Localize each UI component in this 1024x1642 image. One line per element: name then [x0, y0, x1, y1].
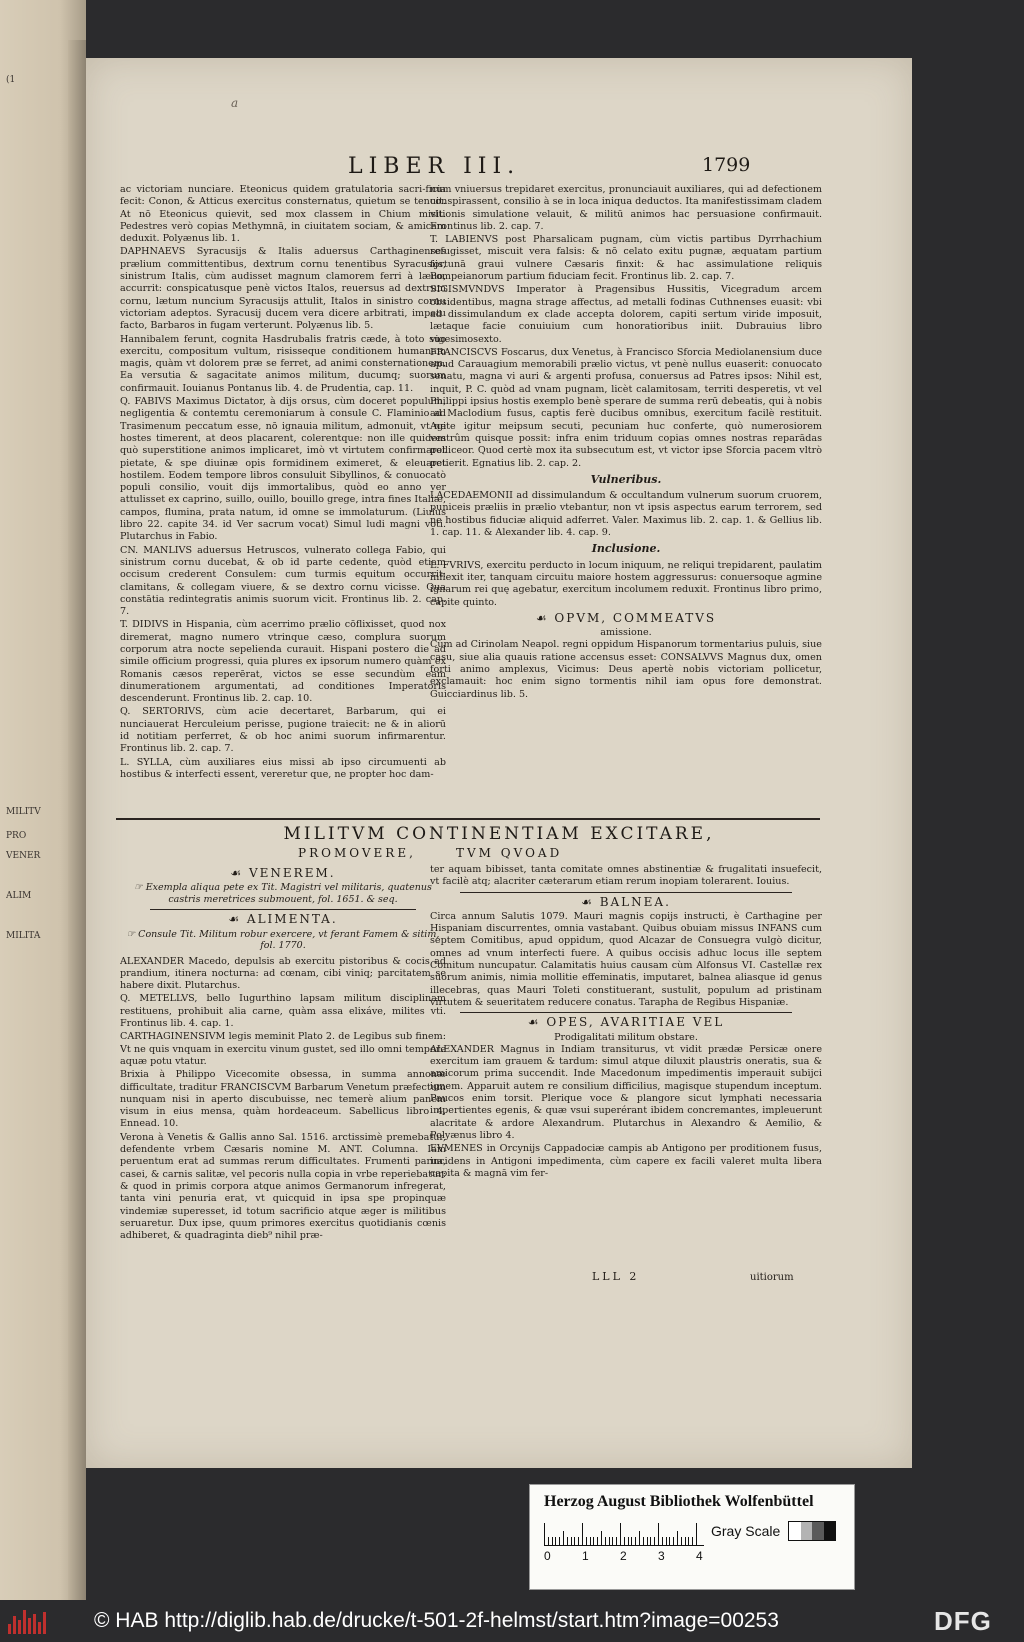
fleuron-icon: ☙ — [228, 912, 247, 927]
signature-mark: LLL 2 — [592, 1270, 640, 1283]
section-sub-right: TVM QVOAD — [456, 846, 563, 860]
ruler-tick — [593, 1537, 594, 1545]
running-head: LIBER III. — [348, 154, 521, 179]
ruler-tick — [624, 1537, 625, 1545]
paragraph: SIGISMVNDVS Imperator à Pragensibus Hussitis, Vicegradum arcem obsidentibus, magna strage affectus, ad metalli fodinas Cuthnenses euasit: vbi ad dissimulandum ex clade accepta dolorem, capiti sertum viride imposuit, lætaque facie conuiuium cum honoratioribus iniit. Dubrauius libro vigesimosexto. — [430, 284, 822, 345]
section-rule — [116, 818, 820, 820]
book-page — [86, 58, 912, 1468]
entry-head-alimenta: ☙ ALIMENTA. — [228, 912, 338, 927]
paragraph: FRANCISCVS Foscarus, dux Venetus, à Francisco Sforcia Mediolanensium duce apud Carauagium memorabili prælio victus, vt penè nullus euaserit: conuocato senatu, magna vi auri & argenti profusa, conuersus ad Patres ipsos: Nihil est, inquit, P. C. quòd ad vnam pugnam, licèt calamitosam, territi desperetis, vt vel Philippi ipsius hostis exemplo benè sperare de summa rerū debeatis, qui à nobis ad Maclodium fusus, captis ferè ducibus omnibus, exercitum facilè restituit. Agite igitur meipsum secuti, pecuniam huc conferte, quò numerosiorem vestrûm quisque possit: infra enim triduum copias omnes nostras reparādas polliceor. Quod certè mox ita subsecutum est, vt victor ipse Sforcia pacem vltrò petierit. Egnatius lib. 2. cap. 2. — [430, 346, 822, 469]
gray-swatch — [801, 1522, 813, 1540]
paragraph: LACEDAEMONII ad dissimulandum & occultandum vulnerum suorum cruorem, puniceis præliis in prælio vtebantur, non vt ipsis aspectus earum terrorem, sed ne hostibus fiduciæ aliquid adferret. Valer. Maximus lib. 2. cap. 1. & Gellius lib. 1. cap. 11. & Alexander lib. 4. cap. 9. — [430, 490, 822, 539]
ruler-tick — [601, 1531, 602, 1545]
paragraph: ALEXANDER Magnus in Indiam transiturus, vt vidit prædæ Persicæ onere exercitum iam grauem & tardum: simul atque diluxit plaustris oneratis, sua & amicorum prima succendit. Inde Macedonum impedimentis imperauit subijci ignem. Apparuit autem re consilium difficilius, magisque stupendum inceptum. Paucos enim torsit. Plerique voce & plangore sicut lymphati necessaria impertientes egenis, & quæ vsui superérant ibidem concremantes, impleuerunt alacritate & ardore Alexandrum. Plutarchus in Alexandro & Aemilio, & Polyænus libro 4. — [430, 1043, 822, 1141]
right-column-lower — [430, 864, 822, 1424]
ruler-tick — [635, 1537, 636, 1545]
ruler-tick — [616, 1537, 617, 1545]
ruler-tick — [654, 1537, 655, 1545]
page-gutter-shadow — [68, 40, 86, 1600]
ruler-tick — [567, 1537, 568, 1545]
logo-bar — [33, 1614, 36, 1634]
fleuron-icon: ☙ — [527, 1015, 547, 1030]
ruler-tick — [544, 1523, 545, 1545]
paragraph: Q. METELLVS, bello Iugurthino lapsam militum disciplinam restituens, prohibuit alia carne, quàm assa elixáve, milites vti. Frontinus lib. 4. cap. 1. — [120, 993, 446, 1030]
ruler-tick — [574, 1537, 575, 1545]
fleuron-icon: ☙ — [581, 894, 600, 909]
paragraph: T. LABIENVS post Pharsalicam pugnam, cùm victis partibus Dyrrhachium refugisset, miscuit vera falsis: & nō celato exitu pugnæ, æquatam partium fortunā graui vulnere Cæsaris finxit: & hac assimulatione reliquis Pompeianorum partium fiduciam fecit. Frontinus lib. 2. cap. 7. — [430, 234, 822, 283]
ruler-tick — [578, 1537, 579, 1545]
subheading-inclusione: Inclusione. — [591, 542, 661, 556]
divider — [460, 1012, 792, 1013]
page-number: 1799 — [702, 154, 751, 176]
ruler-tick — [692, 1537, 693, 1545]
logo-bar — [43, 1612, 46, 1634]
section-sub-left: PROMOVERE, — [298, 846, 416, 860]
ruler-tick — [639, 1531, 640, 1545]
paragraph: CN. MANLIVS aduersus Hetruscos, vulnerato collega Fabio, qui sinistrum cornu ducebat, & ob id parte cedente, quòd etiam occisum crederent Consulem: cum turmis equitum occurrit: clamitans, & collegam viuere, & se dextro cornu vicisse. Qua constātia redintegratis animis suorum vicit. Frontinus lib. 2. cap. 7. — [120, 544, 446, 618]
ruler-tick — [677, 1531, 678, 1545]
logo-bar — [23, 1610, 26, 1634]
divider — [460, 892, 792, 893]
ruler-label: 4 — [696, 1549, 703, 1563]
paragraph: EVMENES in Orcynijs Cappadociæ campis ab Antigono per proditionem fusus, incidens in Antigoni impedimenta, cùm capere ex facili valeret multa libera capita & magnā vim fer- — [430, 1143, 822, 1179]
footer-url[interactable]: © HAB http://diglib.hab.de/drucke/t-501-2f-helmst/start.htm?image=00253 — [94, 1609, 779, 1632]
subheading-vulneribus: Vulneribus. — [590, 472, 662, 486]
gray-swatch — [824, 1522, 836, 1540]
paragraph: L. FVRIVS, exercitu perducto in locum iniquum, ne reliqui trepidarent, paulatim inflexit iter, tanquam circuitu maiore hostem aggressurus: conuersoque agmine ignarum rei quę agebatur, exercitum incolumem reduxit. Frontinus libro primo, capite quinto. — [430, 559, 822, 608]
gray-scale-swatches — [788, 1521, 836, 1541]
measure-ruler — [544, 1523, 704, 1546]
ruler-label: 3 — [658, 1549, 665, 1563]
library-color-card — [529, 1484, 855, 1590]
ruler-tick — [650, 1537, 651, 1545]
ruler-tick — [559, 1537, 560, 1545]
ruler-tick — [643, 1537, 644, 1545]
ruler-tick — [681, 1537, 682, 1545]
paragraph: Q. SERTORIVS, cùm acie decertaret, Barbarum, qui ei nunciauerat Herculeium perisse, pugione traiecit: ne & in aliorū id notitiam perferret, & ob hoc animi suorum infirmarentur. Frontinus lib. 2. cap. 7. — [120, 706, 446, 755]
viewer-footer — [0, 1600, 1024, 1642]
logo-bar — [18, 1620, 21, 1634]
gray-swatch — [789, 1522, 801, 1540]
fleuron-icon: ☙ — [535, 610, 555, 625]
ruler-tick — [590, 1537, 591, 1545]
pointing-hand-icon: ☞ — [134, 882, 146, 894]
ruler-tick — [609, 1537, 610, 1545]
paragraph: ALEXANDER Macedo, depulsis ab exercitu pistoribus & cocis ad prandium, itinera nocturna: ad cœnam, cibi viniq; parcitatem se habere dixit. Plutarchus. — [120, 955, 446, 992]
ruler-tick — [548, 1537, 549, 1545]
paragraph: CARTHAGINENSIVM legis meminit Plato 2. de Legibus sub finem: Vt ne quis vnquam in exercitu vinum gustet, sed illo omni tempore aquæ potu vtatur. — [120, 1031, 446, 1067]
paragraph: DAPHNAEVS Syracusijs & Italis aduersus Carthaginenses prælium committentibus, dextrum cornu tenentibus Syracusijs, sinistrum Italis, cùm audisset magnum clamorem ferri à læuo, accurrit: conspicatusque penè victos Italos, reuersus ad dextrum cornu, lætum nuncium Syracusijs attulit, Italos in sinistro cornu victoriam adeptos. Syracusij ducem vera dicere arbitrati, impetu facto, Barbaros in fugam verterunt. Polyænus lib. 5. — [120, 246, 446, 332]
right-column-upper — [430, 184, 822, 850]
ruler-tick — [696, 1523, 697, 1545]
library-name: Herzog August Bibliothek Wolfenbüttel — [544, 1493, 814, 1510]
paragraph: Circa annum Salutis 1079. Mauri magnis copijs instructi, è Carthagine per Hispaniam discurrentes, omnia vastabant. Quibus obuiam missus INFANS cum septem Comitibus, apud oppidum, quod Alcazar de Consuegra vulgò dicitur, omnes ad vnum interfecti fuere. A quibus occisis adhuc locus ille septem Comitum nuncupatur. Calamitatis huius causam cùm Alfonsus VI. Castellæ rex suorum animis, nimia mollitie effeminatis, imputaret, balnea aliasque id genus illecebras, quas Mauri Toleti constituerant, sustulit, populum ad pristinam virtutem & seueritatem reducere conatus. Tarapha de Regibus Hispaniæ. — [430, 910, 822, 1008]
ruler-tick — [552, 1537, 553, 1545]
ruler-tick — [582, 1523, 583, 1545]
ruler-tick — [620, 1523, 621, 1545]
paragraph: Cùm ad Cirinolam Neapol. regni oppidum Hispanorum tormentarius puluis, siue casu, siue alia quauis ratione accensus esset: CONSALVVS Magnus dux, omen forti animo amplexus, Vicimus: Deus apertè nobis victoriam pollicetur, exclamauit: hoc enim signo tormentis nihil iam opus fore demonstrat. Guicciardinus lib. 5. — [430, 639, 822, 700]
paragraph: Q. FABIVS Maximus Dictator, à dijs orsus, cùm doceret populum, negligentia & contemtu ceremoniarum à consule C. Flaminio ad Trasimenum peccatum esse, nō ignauia militum, admonuit, vt ne hostes timerent, at deos placarent, colerentque: non ille quidem quò superstitione animos implicaret, imò vt virtutem confirmaret pietate, & spe diuinæ opis formidinem eximeret, & eleuaret hostilem. Eodem tempore libros consuluit Sibyllinos, & conuocatò populi consilio, vouit dijs immortalibus, quòd eo anno ver attulisset ex caprino, suillo, ouillo, bouillo grege, intra fines Italiæ, campos, flumina, prata natum, id omne se immolaturum. (Liuius libro 22. capite 34. id Ver sacrum vocat) Simul ludi magni voti. Plutarchus in Fabio. — [120, 396, 446, 543]
gray-scale-label: Gray Scale — [711, 1523, 781, 1539]
ruler-tick — [571, 1537, 572, 1545]
dfg-logo: DFG — [934, 1606, 992, 1636]
ruler-tick — [662, 1537, 663, 1545]
ruler-tick — [658, 1523, 659, 1545]
paragraph: Hannibalem ferunt, cognita Hasdrubalis fratris cæde, à toto suo exercitu, compositum vultum, risisseque conditionem humanam magis, quàm vt dolorem præ se ferret, ad animi consternationem. Ea versutia & sagacitate animos militum, ducumq; suorum confirmauit. Iouianus Pontanus lib. 4. de Prudentia, cap. 11. — [120, 333, 446, 394]
ruler-label: 2 — [620, 1549, 627, 1563]
ruler-tick — [605, 1537, 606, 1545]
divider — [150, 909, 416, 910]
catchword: uitiorum — [750, 1272, 794, 1283]
ruler-tick — [669, 1537, 670, 1545]
subheading-opum: ☙ OPVM, COMMEATVS — [535, 610, 717, 625]
paragraph: ter aquam bibisset, tanta comitate omnes abstinentiæ & frugalitati insuefecit, vt facilè atq; alacriter cæterarum etiam rerum inopiam tolerarent. Iouius. — [430, 864, 822, 888]
logo-bar — [13, 1616, 16, 1634]
hab-logo-icon — [8, 1610, 48, 1634]
fleuron-icon: ☙ — [230, 866, 249, 880]
entry-subhead-opes: Prodigalitati militum obstare. — [554, 1031, 698, 1043]
entry-head-balnea: ☙ BALNEA. — [581, 894, 671, 909]
ruler-label: 1 — [582, 1549, 589, 1563]
logo-bar — [38, 1622, 41, 1634]
previous-page-text: MILITV — [6, 807, 41, 817]
ruler-tick — [586, 1537, 587, 1545]
ruler-tick — [612, 1537, 613, 1545]
previous-page-text: PRO — [6, 831, 27, 841]
section-title: MILITVM CONTINENTIAM EXCITARE, — [283, 824, 715, 844]
entry-head-venerem: ☙ VENEREM. — [230, 866, 336, 880]
paragraph: ac victoriam nunciare. Eteonicus quidem gratulatoria sacri-ficia fecit: Conon, & Atticus exercitus consternatus, quietum se tenuit. At nō Eteonicus quievit, sed mox classem in Chium misit. Pedestres verò copias Methymnā, in ciuitatem sociam, & amicam deduxit. Polyænus lib. 1. — [120, 184, 446, 245]
previous-page-text: MILITA — [6, 931, 41, 941]
ruler-tick — [666, 1537, 667, 1545]
previous-page-text: VENER — [6, 851, 41, 861]
page-header — [86, 154, 912, 182]
entry-head-opes: ☙ OPES, AVARITIAE VEL — [527, 1015, 725, 1030]
previous-page-text: (1 — [6, 75, 16, 85]
paragraph: Brixia à Philippo Vicecomite obsessa, in summa annonæ difficultate, traditur FRANCISCVM Barbarum Venetum præfectum nunquam nisi in aperto discubuisse, nec temerè alium panem visum in eius mensa, quàm hordeaceum. Sabellicus libro 4. Ennead. 10. — [120, 1069, 446, 1130]
ruler-tick — [563, 1531, 564, 1545]
ruler-tick — [628, 1537, 629, 1545]
previous-page-text: ALIM — [6, 891, 32, 901]
gray-swatch — [812, 1522, 824, 1540]
ruler-tick — [688, 1537, 689, 1545]
paragraph: L. SYLLA, cùm auxiliares eius missi ab ipso circumuenti ab hostibus & interfecti essent, vereretur que, ne propter hoc dam- — [120, 756, 446, 780]
ruler-tick — [555, 1537, 556, 1545]
logo-bar — [28, 1618, 31, 1634]
ruler-tick — [597, 1537, 598, 1545]
pointing-hand-icon: ☞ — [126, 928, 139, 940]
ruler-tick — [673, 1537, 674, 1545]
left-column-upper — [120, 184, 446, 850]
cross-reference: ☞ Consule Tit. Militum robur exercere, vt ferant Famem & sitim, fol. 1770. — [126, 928, 440, 952]
paragraph: num vniuersus trepidaret exercitus, pronunciauit auxiliares, qui ad defectionem conspirassent, consilio à se in loca iniqua deductos. Ita manifestissimam cladem vltionis simulatione velauit, & militū animos hac persuasione confirmauit. Frontinus lib. 2. cap. 7. — [430, 184, 822, 232]
paragraph: T. DIDIVS in Hispania, cùm acerrimo prælio cōflixisset, quod nox diremerat, magno numero vtrinque cæso, complura suorum corporum atra nocte sepelienda curauit. Hispani postero die ad simile officium progressi, quia plures ex ipsorum numero quàm ex Romanis cæsos reperērat, victos se esse secundùm eam dinumerationem argumentati, ad conditiones Imperatoris descenderunt. Frontinus lib. 2. cap. 10. — [120, 619, 446, 705]
ruler-tick — [685, 1537, 686, 1545]
paragraph: Verona à Venetis & Gallis anno Sal. 1516. arctissimè premebatur, defendente vrbem Cæsaris nomine M. ANT. Columna. Iam peruentum erat ad summas rerum difficultates. Frumenti parua, casei, & carnis salitæ, vel pecoris nulla copia in vrbe reperiebatur: & quod in primis corpora atque animos Germanorum infregerat, tanta vini penuria erat, vt quicquid in ipsa spe propinquæ vindemiæ superesset, id totum sacrificio atque æger is militibus seruaretur. Dux ipse, quum primores exercitus quotidianis cœnis adhiberet, & quadraginta dieb⁹ nihil præ- — [120, 1131, 446, 1242]
ruler-tick — [631, 1537, 632, 1545]
ruler-labels — [544, 1549, 724, 1565]
ruler-label: 0 — [544, 1549, 551, 1563]
left-column-lower — [120, 864, 446, 1424]
logo-bar — [8, 1624, 11, 1634]
ruler-tick — [647, 1537, 648, 1545]
subheading-opum-sub: amissione. — [600, 627, 652, 639]
cross-reference: ☞ Exempla aliqua pete ex Tit. Magistri vel militaris, quatenus castris meretrices submouent, fol. 1651. & seq. — [134, 882, 432, 905]
pencil-mark: a — [231, 96, 239, 110]
